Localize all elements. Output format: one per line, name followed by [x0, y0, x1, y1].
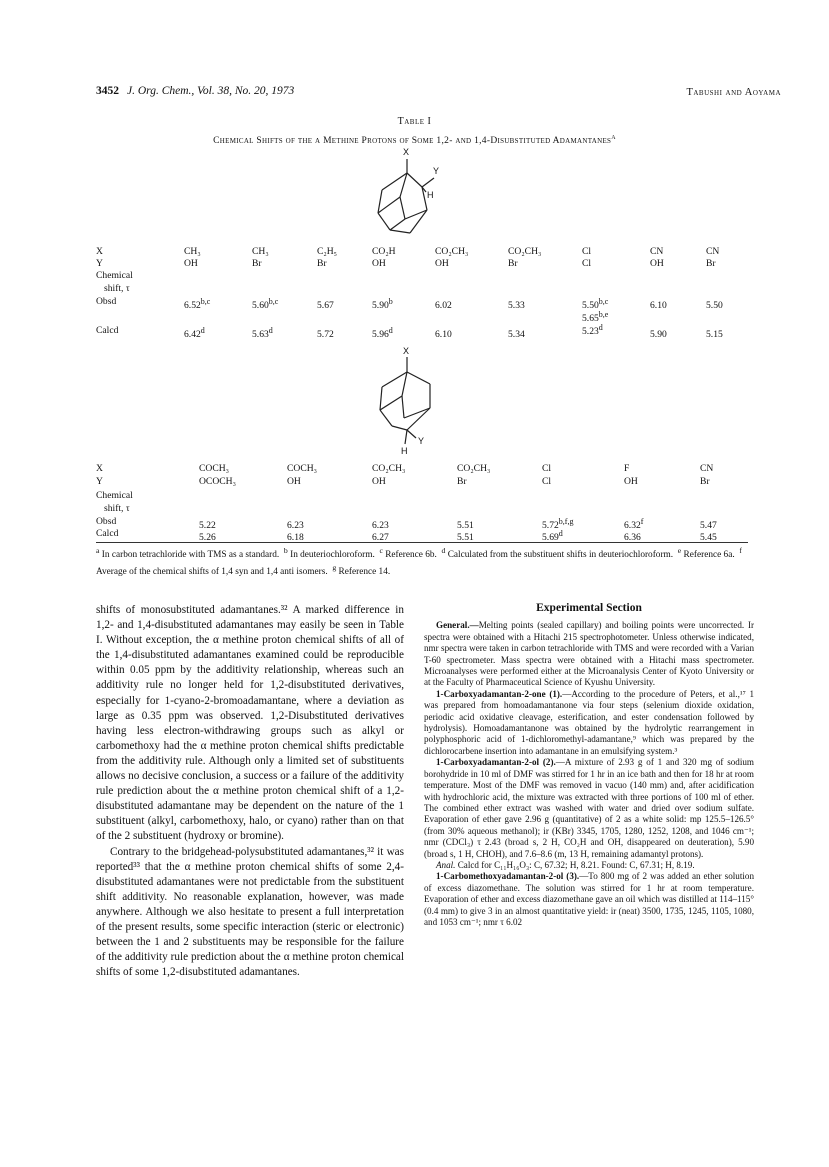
journal-citation: J. Org. Chem., Vol. 38, No. 20, 1973	[127, 85, 295, 97]
col1-y: OH	[184, 258, 198, 269]
col9-y: Br	[706, 258, 716, 269]
experimental-paragraph: 1-Carboxyadamantan-2-one (1).—According to the procedure of Peters, et al.,¹⁷ 1 was prepared from homoadamantanone via four steps (selenium dioxide oxidation, periodic acid oxidative cleavage, esterification, and ester condensation followed by hydrolysis). Homoadamantanone was obtained by the hydrolytic rearrangement in polyphosphoric acid of 1-dichloromethyl-adamantane,⁹ which was prepared by the dichlorocarbene insertion into adamantane in an emulsifying system.³	[424, 688, 754, 756]
left-column-text	[96, 603, 404, 980]
p2-col5-x: Cl	[542, 463, 552, 474]
p2-col4-calcd: 5.51	[457, 532, 474, 544]
author-header: Tabushi and Aoyama	[686, 87, 781, 98]
col8-calcd: 5.90	[650, 329, 667, 341]
col4-obsd: 5.90$^b$	[372, 297, 393, 312]
table-caption: Chemical Shifts of the α Methine Protons of Some 1,2- and 1,4-Disubstituted Adamantanes$^a$	[213, 132, 616, 147]
body-paragraph: shifts of monosubstituted adamantanes.³² A marked difference in 1,2- and 1,4-disubstituted adamantanes may easily be seen in Table I. Without exception, the α methine proton chemical shifts of all of the 1,4-disubstituted adamantanes examined could be reproducible within 0.05 ppm by the additivity relationship, whereas such an additivity rule no longer held for 1,2-disubstituted derivatives, especially for 1-cyano-2-bromoadamantane, where a deviation as large as 0.35 ppm was observed. 1,2-Disubstituted derivatives having less electron-withdrawing groups such as alkyl or carbomethoxy had the α methine proton chemical shifts predictable from the additivity rule. Although only a limited set of substituents allows no decisive conclusion, a success or a failure of the additivity rule prediction about the α methine proton chemical shift of a 1,2-disubstituted adamantane may be dependent on the nature of the 1 substituent (alkyl, carbomethoxy, halo, or cyano) rather than on that of the 2 substituent (hydroxy or bromine).	[96, 604, 404, 843]
p2-col7-calcd: 5.45	[700, 532, 717, 544]
p2-col1-obsd: 5.22	[199, 520, 216, 532]
col8-obsd: 6.10	[650, 300, 667, 312]
structure2-x-label: X	[403, 346, 410, 356]
experimental-paragraph: 1-Carbomethoxyadamantan-2-ol (3).—To 800 mg of 2 was added an ether solution of excess diazomethane. The solution was stirred for 1 hr at room temperature. Evaporation of ether and excess diazomethane gave an oil which was distilled at 114–115° (0.4 mm) to give 3 in an almost quantitative yield: ir (neat) 3500, 1735, 1245, 1105, 1080, and 1053 cm⁻¹; nmr τ 6.02	[424, 871, 754, 927]
col9-x: CN	[706, 246, 720, 257]
running-header	[96, 85, 294, 97]
col9-calcd: 5.15	[706, 329, 723, 341]
p2-col3-calcd: 6.27	[372, 532, 389, 544]
p2-col2-obsd: 6.23	[287, 520, 304, 532]
p2-col2-x: COCH₃	[287, 463, 317, 474]
p2-col4-y: Br	[457, 476, 467, 487]
experimental-paragraph: 1-Carboxyadamantan-2-ol (2).—A mixture of 2.93 g of 1 and 320 mg of sodium borohydride in 10 ml of DMF was stirred for 1 hr in an ice bath and then for 18 hr at room temperature. Most of the DMF was removed in vacuo (140 mm) and, after acidification with hydrochloric acid, the mixture was extracted with three portions of 100 ml of ether. The combined ether extract was washed with water and dried over sodium sulfate. Evaporation of ether gave 2.96 g (quantitative) of 2 as a white solid: mp 125.5–126.5° (from 30% aqueous methanol); ir (KBr) 3345, 1705, 1280, 1252, 1208, and 1046 cm⁻¹; nmr (CDCl₃) τ 2.43 (broad s, 2 H, CO₂H and OH, disappeared on deuteration), 5.90 (broad s, 1 H, CHOH), and 7.6–8.6 (m, 13 H, remaining adamantyl protons).	[424, 757, 754, 859]
adamantane-structure-1	[350, 145, 470, 245]
col6-x: CO₂CH₃	[508, 246, 542, 257]
col3-obsd: 5.67	[317, 300, 334, 312]
p2-col7-obsd: 5.47	[700, 520, 717, 532]
col5-obsd: 6.02	[435, 300, 452, 312]
col2-x: CH₃	[252, 246, 269, 257]
p2-col4-obsd: 5.51	[457, 520, 474, 532]
table-bottom-rule	[96, 542, 748, 543]
structure1-y-label: Y	[433, 166, 440, 176]
col2-obsd: 5.60$^{b,c}$	[252, 297, 279, 312]
col2-calcd: 5.63$^d$	[252, 326, 273, 341]
col8-y: OH	[650, 258, 664, 269]
row-label-shift-tau: shift, τ	[104, 283, 130, 294]
p2-col7-y: Br	[700, 476, 710, 487]
structure1-h-label: H	[427, 190, 434, 200]
col3-y: Br	[317, 258, 327, 269]
p2-col6-obsd: 6.32$^f$	[624, 517, 644, 532]
col3-x: C₂H₅	[317, 246, 338, 257]
table-title: Table I	[397, 116, 432, 127]
p2-col6-y: OH	[624, 476, 638, 487]
col7-obsd: 5.50$^{b,c}$	[582, 297, 609, 312]
col6-y: Br	[508, 258, 518, 269]
row-label-shift: Chemical	[96, 270, 133, 281]
row2-label-y: Y	[96, 476, 103, 487]
p2-col3-obsd: 6.23	[372, 520, 389, 532]
col4-y: OH	[372, 258, 386, 269]
row-label-obsd: Obsd	[96, 296, 117, 307]
col5-x: CO₂CH₃	[435, 246, 469, 257]
row2-label-shift: Chemical	[96, 490, 133, 501]
col3-calcd: 5.72	[317, 329, 334, 341]
col4-x: CO₂H	[372, 246, 396, 257]
p2-col5-y: Cl	[542, 476, 552, 487]
structure2-h-label: H	[401, 446, 408, 456]
col4-calcd: 5.96$^d$	[372, 326, 393, 341]
structure2-y-label: Y	[418, 436, 425, 446]
row-label-calcd: Calcd	[96, 325, 119, 336]
col5-y: OH	[435, 258, 449, 269]
row-label-x: X	[96, 246, 103, 257]
col7-obsd-2: 5.65$^{b,e}$	[582, 310, 609, 325]
col1-calcd: 6.42$^d$	[184, 326, 205, 341]
adamantane-structure-2	[350, 340, 470, 460]
col2-y: Br	[252, 258, 262, 269]
row2-label-calcd: Calcd	[96, 528, 119, 539]
p2-col6-x: F	[624, 463, 630, 474]
col6-calcd: 5.34	[508, 329, 525, 341]
row2-label-x: X	[96, 463, 103, 474]
col1-x: CH₃	[184, 246, 201, 257]
caption-footnote-mark: a	[611, 132, 616, 141]
p2-col2-y: OH	[287, 476, 301, 487]
col7-y: Cl	[582, 258, 592, 269]
col5-calcd: 6.10	[435, 329, 452, 341]
p2-col7-x: CN	[700, 463, 714, 474]
p2-col1-calcd: 5.26	[199, 532, 216, 544]
experimental-section	[424, 603, 754, 928]
section-heading: Experimental Section	[536, 602, 642, 614]
p2-col1-y: OCOCH₃	[199, 476, 236, 487]
col1-obsd: 6.52$^{b,c}$	[184, 297, 211, 312]
col7-calcd: 5.23$^d$	[582, 323, 603, 338]
col9-obsd: 5.50	[706, 300, 723, 312]
body-paragraph: Contrary to the bridgehead-polysubstituted adamantanes,³² it was reported³³ that the α methine proton chemical shifts of some 2,4-disubstituted adamantanes were not predictable from the substituent shift additivity. No reasonable explanation, however, was made anywhere. Although we also hesitate to present a full interpretation of the present results, some specific interaction (steric or electronic) between the 1 and 2 substituents may be responsible for the failure of the additivity rule prediction about the α methine proton chemical shifts of some 1,2-disubstituted adamantanes.	[96, 845, 404, 979]
page-number: 3452	[96, 85, 119, 97]
structure1-x-label: X	[403, 147, 410, 157]
col7-x: Cl	[582, 246, 592, 257]
p2-col3-y: OH	[372, 476, 386, 487]
p2-col4-x: CO₂CH₃	[457, 463, 491, 474]
row-label-y: Y	[96, 258, 103, 269]
p2-col3-x: CO₂CH₃	[372, 463, 406, 474]
p2-col5-calcd: 5.69$^d$	[542, 529, 563, 544]
row2-label-shift-tau: shift, τ	[104, 503, 130, 514]
p2-col1-x: COCH₃	[199, 463, 229, 474]
col6-obsd: 5.33	[508, 300, 525, 312]
table-footnotes: $^a$ In carbon tetrachloride with TMS as a standard. $^b$ In deuteriochloroform. $^c$ Reference 6b. $^d$ Calculated from the substituent shifts in deuteriochloroform. $^e$ Reference 6a. $^f$ Average of the chemical shifts of 1,4 syn and 1,4 anti isomers. $^g$ Reference 14.	[96, 546, 742, 577]
experimental-paragraph: General.—Melting points (sealed capillary) and boiling points were uncorrected. Ir spectra were obtained with a Hitachi 215 spectrophotometer. Unless otherwise indicated, nmr spectra were taken in carbon tetrachloride with TMS and were recorded with a Varian T-60 spectrometer. Mass spectra were obtained with a Hitachi mass spectrometer. Microanalyses were performed either at the Microanalysis Center of Kyoto University or at the Faculty of Pharmaceutical Science of Kyushu University.	[424, 620, 754, 688]
p2-col5-obsd: 5.72$^{b,f,g}$	[542, 517, 574, 532]
p2-col2-calcd: 6.18	[287, 532, 304, 544]
experimental-paragraph: Anal. Calcd for C₁₁H₁₆O₃: C, 67.32; H, 8.21. Found: C, 67.31; H, 8.19.	[436, 859, 695, 870]
row2-label-obsd: Obsd	[96, 516, 117, 527]
p2-col6-calcd: 6.36	[624, 532, 641, 544]
col8-x: CN	[650, 246, 664, 257]
